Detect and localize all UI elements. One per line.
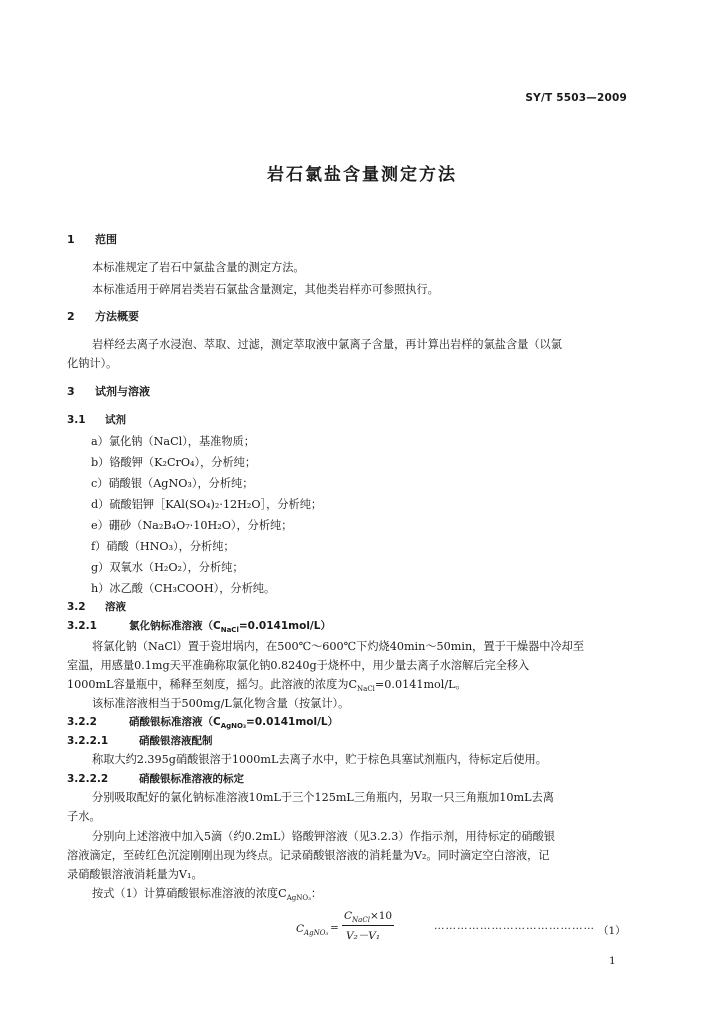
standard-number: SY/T 5503—2009 (525, 92, 627, 104)
section-2-heading: 2 方法概要 (67, 310, 139, 323)
reagent-item: b）铬酸钾（K₂CrO₄），分析纯； (91, 456, 257, 469)
section-3-2-1-para-line-2: 室温，用感量0.1mg天平准确称取氯化钠0.8240g于烧杯中，用少量去离子水溶解后完全移入 (67, 659, 530, 672)
formula-lhs: $C_{AgNO_3}$ (296, 923, 329, 938)
section-1-para-1: 本标准规定了岩石中氯盐含量的测定方法。 (92, 261, 305, 274)
page-number: 1 (609, 955, 616, 967)
reagent-item: e）硼砂（Na₂B₄O₇·10H₂O），分析纯； (91, 519, 293, 532)
section-2-para-line-1: 岩样经去离子水浸泡、萃取、过滤，测定萃取液中氯离子含量，再计算出岩样的氯盐含量（以氯 (92, 338, 562, 351)
section-3-2-2-heading: 3.2.2 硝酸银标准溶液$(C_{AgNO_3}=0.0141mol/L)$ (67, 716, 339, 731)
reagent-item: f）硝酸（HNO₃），分析纯； (91, 540, 235, 553)
formula-equals: = (330, 922, 339, 934)
section-1-heading: 1 范围 (67, 233, 117, 246)
reagent-item: c）硝酸银（AgNO₃），分析纯； (91, 477, 254, 490)
section-1-para-2: 本标准适用于碎屑岩类岩石氯盐含量测定，其他类岩样亦可参照执行。 (92, 283, 439, 296)
section-3-2-2-2-para-2-line-1: 分别向上述溶液中加入5滴（约0.2mL）铬酸钾溶液（见3.2.3）作指示剂，用待标定的硝酸银 (92, 830, 555, 843)
section-3-2-2-2-para-2-line-3: 录硝酸银溶液消耗量为V₁。 (67, 868, 203, 881)
reagent-item: a）氯化钠（NaCl），基准物质； (91, 435, 255, 448)
formula-1 (296, 910, 626, 946)
document-title: 岩石氯盐含量测定方法 (267, 165, 457, 185)
section-3-2-2-2-para-3: 按式（1）计算硝酸银标准溶液的浓度$C_{AgNO_3}$： (92, 887, 323, 903)
section-2-para-line-2: 化钠计）。 (67, 357, 118, 370)
section-3-2-2-2-para-1-line-2: 子水。 (67, 810, 101, 823)
formula-number: （1） (598, 925, 626, 937)
section-3-heading: 3 试剂与溶液 (67, 385, 150, 398)
section-3-1-heading: 3.1 试剂 (67, 414, 126, 426)
section-3-2-1-para-2: 该标准溶液相当于500mg/L氯化物含量（按氯计）。 (92, 697, 350, 710)
section-3-2-1-para-line-3: 1000mL容量瓶中，稀释至刻度，摇匀。此溶液的浓度为$C_{NaCl}=0.0141mol/L$。 (67, 678, 467, 694)
section-3-2-2-1-para: 称取大约2.395g硝酸银溶于1000mL去离子水中，贮于棕色具塞试剂瓶内，待标定后使用。 (92, 753, 547, 766)
reagent-item: h）冰乙酸（CH₃COOH），分析纯。 (91, 582, 276, 595)
section-3-2-heading: 3.2 溶液 (67, 601, 126, 613)
section-3-2-1-para-line-1: 将氯化钠（NaCl）置于瓷坩埚内，在500℃～600℃下灼烧40min～50min，置于干燥器中冷却至 (92, 640, 585, 653)
formula-numerator: $C_{NaCl}\times 10$ (344, 910, 393, 925)
reagent-item: d）硫酸铝钾［KAl(SO₄)₂·12H₂O］，分析纯； (91, 498, 323, 511)
formula-leader-dots: …………………………………… (434, 920, 595, 932)
reagent-item: g）双氧水（H₂O₂），分析纯； (91, 561, 244, 574)
fraction-bar (342, 925, 394, 926)
section-3-2-2-2-heading: 3.2.2.2 硝酸银标准溶液的标定 (67, 773, 244, 785)
section-3-2-2-2-para-1-line-1: 分别吸取配好的氯化钠标准溶液10mL于三个125mL三角瓶内，另取一只三角瓶加10mL去离 (92, 791, 554, 804)
section-3-2-1-heading: 3.2.1 氯化钠标准溶液$(C_{NaCl}=0.0141mol/L)$ (67, 620, 331, 635)
section-3-2-2-2-para-2-line-2: 溶液滴定，至砖红色沉淀刚刚出现为终点。记录硝酸银溶液的消耗量为V₂。同时滴定空白溶液，记 (67, 849, 550, 862)
section-3-2-2-1-heading: 3.2.2.1 硝酸银溶液配制 (67, 735, 213, 747)
formula-denominator: V₂－V₁ (346, 930, 381, 942)
